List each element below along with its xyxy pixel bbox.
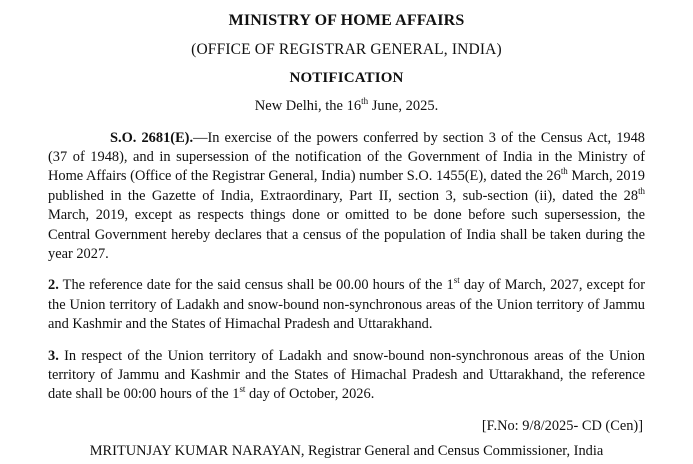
- paragraph-3-text-a: In respect of the Union territory of Ladakh and snow-bound non-synchronous areas of the Union territory of Jammu and Kashmir and the States of Himachal Pradesh and Uttarakhand, the reference date shall be 00:00 hours of the 1: [48, 347, 645, 403]
- ministry-title: MINISTRY OF HOME AFFAIRS: [228, 12, 465, 29]
- signatory-line: MRITUNJAY KUMAR NARAYAN, Registrar General and Census Commissioner, India: [89, 442, 604, 459]
- paragraph-order-declaration: [48, 129, 645, 265]
- paragraph-1-text-b: March, 2019 published in the Gazette of India, Extraordinary, Part II, section 3, sub-section (ii), dated the 28: [48, 168, 645, 204]
- notification-label: NOTIFICATION: [289, 69, 404, 86]
- paragraph-1-text-c: March, 2019, except as respects things done or omitted to be done before such supersession, the Central Government hereby declares that a census of the population of India shall be taken during the year 2027.: [48, 207, 645, 262]
- dateline-suffix: June, 2025.: [368, 97, 439, 114]
- dateline-prefix: New Delhi, the 16: [254, 97, 362, 114]
- dateline-ordinal: th: [361, 95, 369, 106]
- paragraph-reference-date-general: [48, 276, 645, 334]
- paragraph-3-ordinal: st: [239, 384, 246, 395]
- file-number: [F.No: 9/8/2025- CD (Cen)]: [481, 417, 643, 434]
- office-subtitle: (OFFICE OF REGISTRAR GENERAL, INDIA): [191, 41, 502, 58]
- paragraph-1-ordinal-a: th: [560, 166, 568, 177]
- paragraph-2-text-a: The reference date for the said census shall be 00.00 hours of the 1: [58, 277, 454, 294]
- paragraph-2-number: 2.: [48, 277, 59, 294]
- paragraph-1-ordinal-b: th: [638, 185, 645, 196]
- paragraph-2-text-b: day of March, 2027, except for the Union territory of Ladakh and snow-bound non-synchronous areas of the Union territory of Jammu and Kashmir and the States of Himachal Pradesh and Uttarakhand.: [48, 277, 646, 333]
- dateline: [48, 95, 645, 115]
- paragraph-3-number: 3.: [48, 347, 59, 364]
- so-number: S.O. 2681(E).: [110, 129, 194, 146]
- paragraph-1-text-a: —In exercise of the powers conferred by section 3 of the Census Act, 1948 (37 of 1948), and in supersession of the notification of the Government of India in the Ministry of Home Affairs (Office of the Registrar General, India) number S.O. 1455(E), dated the 26: [48, 129, 645, 185]
- paragraph-reference-date-snowbound: [48, 347, 645, 405]
- paragraph-2-ordinal: st: [453, 275, 460, 286]
- paragraph-3-text-b: day of October, 2026.: [245, 386, 375, 403]
